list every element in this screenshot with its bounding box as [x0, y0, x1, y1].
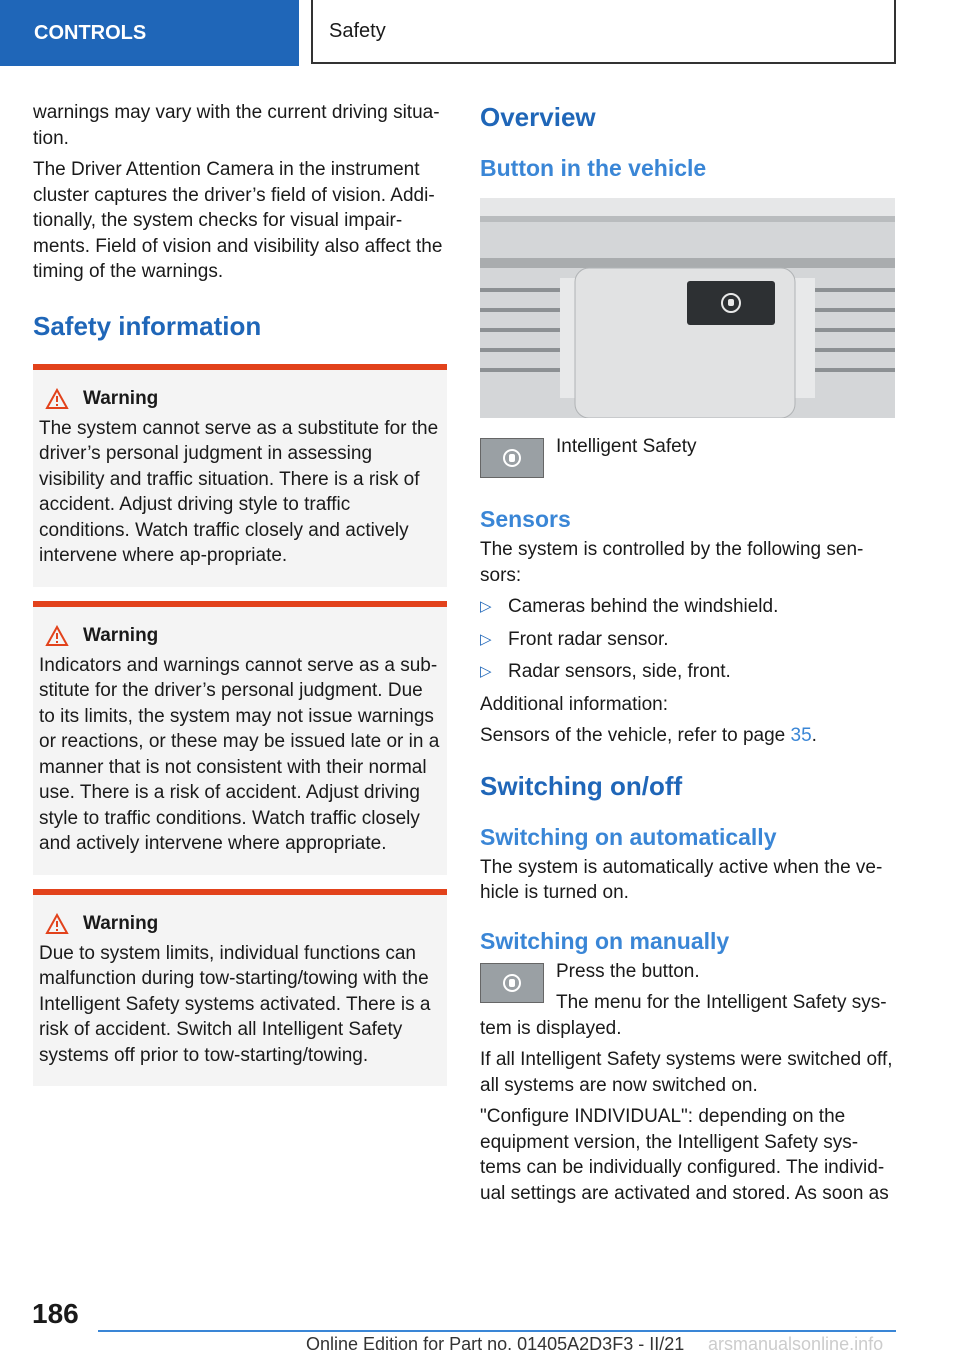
sensors-intro: The system is controlled by the following sen-sors: [480, 539, 864, 586]
left-column [33, 100, 447, 1100]
warning-text: Indicators and warnings cannot serve as a sub-stitute for the driver’s personal judgment. Due to its limits, the system may not issue warnings or reactions, or these may be issued late or in a manner that is not consistent with their normal use. There is a risk of accident. Adjust driving style to traffic conditions. Watch traffic closely and actively intervene where appropriate. [39, 654, 440, 854]
list-item: ▷ Front radar sensor. [480, 627, 895, 653]
warning-triangle-icon [45, 913, 69, 935]
intro-paragraph-2: The Driver Attention Camera in the instrument cluster captures the driver’s field of vision. Addi-tionally, the system checks for visual impair-ments. Field of vision and visibility also affect the timing of the warnings. [33, 159, 443, 282]
button-label: Intelligent Safety [556, 436, 697, 457]
list-item: ▷ Radar sensors, side, front. [480, 659, 895, 685]
warning-text: The system cannot serve as a substitute for the driver’s personal judgment in assessing visibility and traffic situation. There is a risk of accident. Adjust driving style to traffic conditions. Watch traffic closely and actively intervene where ap-propriate. [39, 417, 439, 566]
section-title: Safety [311, 0, 896, 64]
intro-paragraph-1: warnings may vary with the current driving situa-tion. [33, 102, 440, 149]
switching-manual-heading: Switching on manually [480, 927, 730, 954]
footer-divider [98, 1330, 896, 1332]
chapter-tab: CONTROLS [0, 0, 299, 66]
overview-heading: Overview [480, 102, 596, 132]
additional-info-label: Additional information: [480, 693, 668, 715]
warning-triangle-icon [45, 388, 69, 410]
button-legend [480, 438, 895, 478]
triangle-bullet-icon: ▷ [480, 630, 492, 648]
page-link[interactable]: 35 [790, 725, 812, 746]
warning-title: Warning [39, 913, 441, 935]
intelligent-safety-icon [480, 963, 544, 1003]
right-column [480, 100, 895, 1212]
warning-title: Warning [39, 625, 441, 647]
menu-text-line2: tem is displayed. [480, 1017, 622, 1039]
list-item: ▷ Cameras behind the windshield. [480, 594, 895, 620]
warning-box-3 [33, 889, 447, 1087]
edition-text: Online Edition for Part no. 01405A2D3F3 - II/21 [306, 1334, 685, 1354]
triangle-bullet-icon: ▷ [480, 663, 492, 680]
warning-box-2 [33, 601, 447, 875]
configure-text: "Configure INDIVIDUAL": depending on the equipment version, the Intelligent Safety sys-tems can be individually configured. The individ-ual settings are activated and stored. As soon as [480, 1106, 889, 1204]
menu-text-line1: The menu for the Intelligent Safety sys- [556, 992, 887, 1013]
switching-heading: Switching on/off [480, 770, 683, 801]
page-header [0, 0, 960, 66]
press-button-row [480, 960, 895, 1022]
button-in-vehicle-heading: Button in the vehicle [480, 155, 707, 181]
switching-auto-heading: Switching on automatically [480, 823, 777, 850]
auto-text: The system is automatically active when the ve-hicle is turned on. [480, 856, 883, 903]
press-text: Press the button. [556, 960, 700, 982]
page-number: 186 [32, 1298, 79, 1329]
triangle-bullet-icon: ▷ [480, 598, 492, 615]
safety-information-heading: Safety information [33, 310, 262, 341]
all-off-text: If all Intelligent Safety systems were switched off, all systems are now switched on. [480, 1049, 893, 1096]
watermark: arsmanualsonline.info [708, 1334, 884, 1354]
warning-triangle-icon [45, 625, 69, 647]
intelligent-safety-icon [480, 438, 544, 478]
warning-title: Warning [39, 388, 441, 410]
sensors-heading: Sensors [480, 506, 571, 532]
warning-text: Due to system limits, individual functions can malfunction during tow-starting/towing with the Intelligent Safety systems activated. There is a risk of accident. Switch all Intelligent Safety systems off prior to tow-starting/towing. [39, 942, 431, 1066]
warning-box-1 [33, 364, 447, 587]
dashboard-photo [480, 198, 895, 418]
page-footer [0, 1290, 960, 1362]
sensor-reference: Sensors of the vehicle, refer to page 35. [480, 725, 817, 746]
